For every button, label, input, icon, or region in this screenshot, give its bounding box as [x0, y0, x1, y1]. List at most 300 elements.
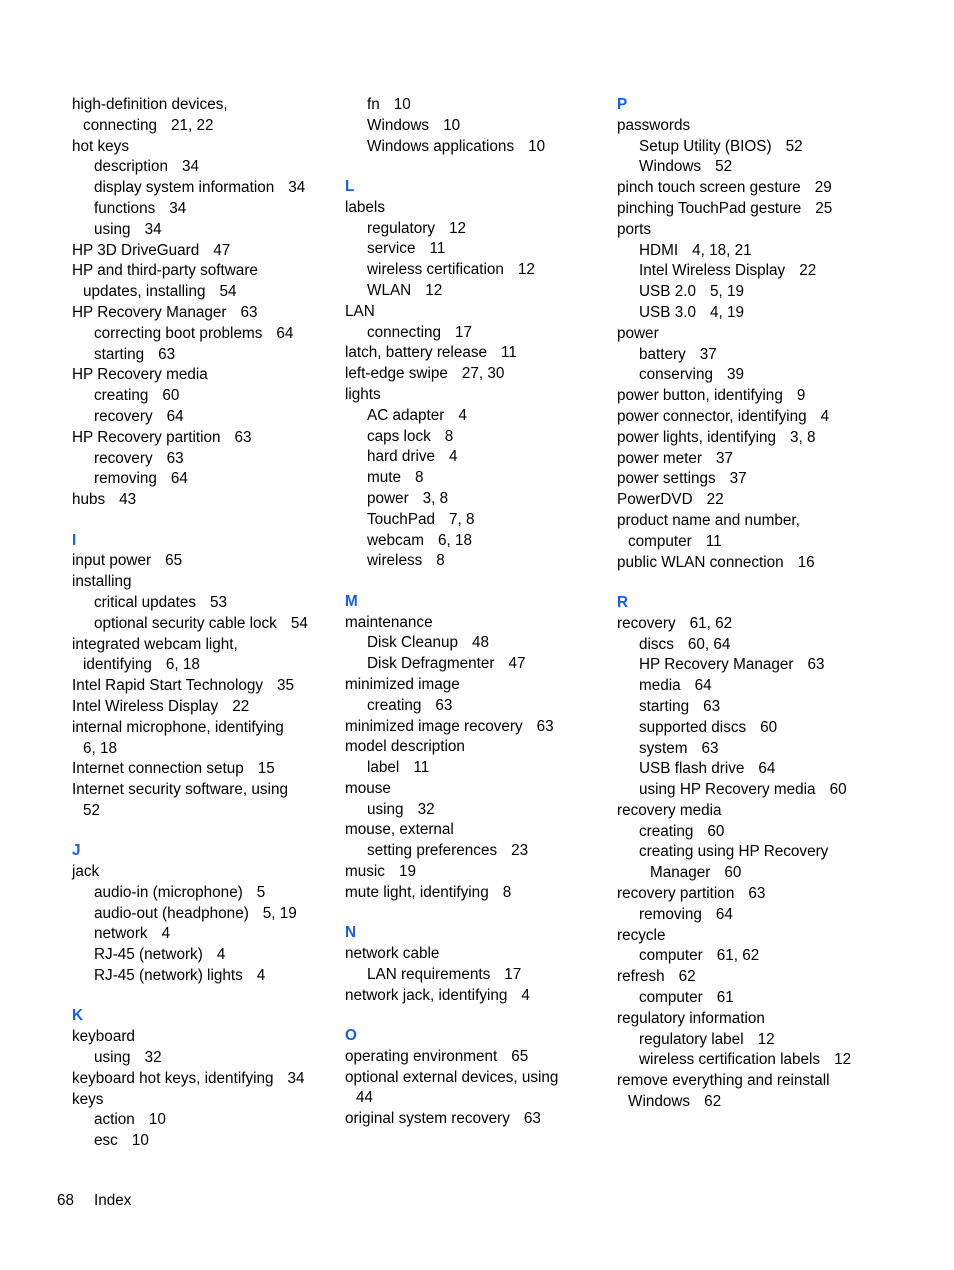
index-subentry — [617, 241, 879, 262]
index-subentry — [72, 178, 334, 199]
index-subentry — [617, 822, 879, 843]
index-entry — [72, 759, 334, 780]
entry-page-ref: 47 — [213, 241, 231, 259]
entry-term: keyboard — [72, 1028, 135, 1046]
entry-term: optional security cable lock — [94, 614, 277, 632]
index-subentry — [617, 137, 879, 158]
entry-term: power — [617, 324, 659, 342]
index-entry-continuation — [72, 739, 334, 760]
entry-term: ports — [617, 220, 652, 238]
entry-term: input power — [72, 552, 152, 570]
entry-term: left-edge swipe — [345, 365, 448, 383]
entry-page-ref: 63 — [748, 885, 766, 903]
index-entry — [345, 343, 607, 364]
index-subentry — [345, 758, 607, 779]
entry-term: using — [94, 1049, 131, 1067]
entry-term: hard drive — [367, 448, 436, 466]
entry-page-ref: 37 — [716, 449, 734, 467]
entry-page-ref: 10 — [148, 1111, 166, 1129]
entry-term: Intel Wireless Display — [639, 262, 786, 280]
index-subentry — [72, 945, 334, 966]
entry-term: remove everything and reinstall — [617, 1072, 830, 1090]
entry-page-ref: 4 — [820, 407, 830, 425]
entry-page-ref: 11 — [705, 532, 722, 550]
index-entry — [617, 801, 879, 822]
entry-page-ref: 8 — [436, 552, 445, 570]
entry-term: Setup Utility (BIOS) — [639, 137, 772, 155]
entry-term: mute — [367, 469, 402, 487]
index-subentry — [617, 261, 879, 282]
entry-page-ref: 61 — [716, 989, 734, 1007]
entry-page-ref: 53 — [210, 593, 228, 611]
index-entry — [617, 490, 879, 511]
entry-page-ref: 4, 18, 21 — [692, 241, 752, 259]
entry-term: lights — [345, 385, 381, 403]
entry-term: recovery — [94, 449, 153, 467]
entry-page-ref: 11 — [413, 759, 430, 777]
index-entry — [345, 862, 607, 883]
entry-term: battery — [639, 345, 686, 363]
entry-term: power lights, identifying — [617, 428, 777, 446]
entry-page-ref: 43 — [119, 491, 137, 509]
entry-page-ref: 5, 19 — [709, 283, 744, 301]
index-entry — [617, 614, 879, 635]
entry-page-ref: 32 — [417, 800, 435, 818]
entry-page-ref: 60 — [760, 718, 778, 736]
index-entry — [345, 1068, 607, 1089]
entry-term: LAN — [345, 302, 375, 320]
letter-heading: K — [72, 1007, 84, 1025]
section-name: Index — [94, 1192, 132, 1209]
entry-page-ref: 35 — [277, 677, 295, 695]
entry-term: starting — [639, 697, 690, 715]
entry-page-ref: 21, 22 — [171, 116, 214, 134]
entry-page-ref: 63 — [536, 717, 554, 735]
entry-term: identifying — [83, 656, 152, 674]
entry-term: computer — [639, 947, 703, 965]
index-entry — [72, 676, 334, 697]
index-entry-continuation — [72, 655, 334, 676]
entry-term: music — [345, 863, 385, 881]
entry-term: Internet security software, using — [72, 781, 288, 799]
index-entry — [617, 324, 879, 345]
entry-term: RJ-45 (network) lights — [94, 967, 243, 985]
entry-term: starting — [94, 345, 145, 363]
entry-term: recovery media — [617, 801, 722, 819]
entry-page-ref: 34 — [287, 1069, 305, 1087]
entry-term: WLAN — [367, 281, 412, 299]
entry-page-ref: 63 — [166, 449, 184, 467]
index-entry — [345, 737, 607, 758]
entry-term: hot keys — [72, 137, 129, 155]
entry-page-ref: 8 — [444, 427, 454, 445]
entry-term: network cable — [345, 945, 440, 963]
entry-term: recovery — [617, 614, 676, 632]
entry-term: wireless certification — [367, 261, 504, 279]
index-subentry — [72, 966, 334, 987]
entry-page-ref: 10 — [443, 116, 461, 134]
entry-page-ref: 6, 18 — [437, 531, 472, 549]
entry-term: removing — [94, 470, 157, 488]
index-subentry — [72, 1110, 334, 1131]
entry-term: using — [94, 220, 131, 238]
entry-page-ref: 61, 62 — [716, 947, 760, 965]
entry-page-ref: 63 — [807, 656, 825, 674]
entry-term: wireless certification labels — [639, 1051, 821, 1069]
entry-term: computer — [628, 532, 692, 550]
index-column-3 — [617, 95, 879, 1113]
letter-heading: P — [617, 96, 628, 113]
entry-term: Intel Wireless Display — [72, 697, 219, 715]
index-entry — [345, 675, 607, 696]
index-entry — [345, 717, 607, 738]
letter-heading: J — [72, 842, 81, 860]
index-subentry — [345, 95, 607, 116]
index-subentry — [345, 551, 607, 572]
index-subentry — [617, 345, 879, 366]
index-entry — [617, 386, 879, 407]
entry-term: display system information — [94, 179, 275, 197]
index-subentry — [617, 282, 879, 303]
index-entry — [72, 1069, 334, 1090]
entry-page-ref: 12 — [834, 1051, 852, 1069]
index-subentry — [617, 157, 879, 178]
index-subentry — [72, 924, 334, 945]
entry-page-ref: 6, 18 — [165, 656, 200, 674]
index-entry — [345, 820, 607, 841]
entry-term: RJ-45 (network) — [94, 946, 203, 964]
index-entry — [72, 862, 334, 883]
index-entry — [617, 178, 879, 199]
entry-page-ref: 9 — [796, 387, 806, 405]
index-subentry — [345, 137, 607, 158]
index-subentry — [617, 718, 879, 739]
entry-term: description — [94, 158, 168, 176]
entry-page-ref: 19 — [398, 863, 416, 881]
entry-page-ref: 5 — [256, 883, 266, 901]
entry-term: updates, installing — [83, 283, 206, 301]
index-subentry — [617, 988, 879, 1009]
index-entry — [345, 613, 607, 634]
entry-term: mouse, external — [345, 821, 454, 839]
entry-term: creating — [94, 387, 149, 405]
entry-term: refresh — [617, 968, 665, 986]
index-subentry — [72, 449, 334, 470]
index-entry — [617, 469, 879, 490]
index-subentry — [617, 1030, 879, 1051]
entry-page-ref: 8 — [502, 883, 512, 901]
entry-term: recycle — [617, 926, 666, 944]
entry-page-ref: 47 — [508, 655, 526, 673]
entry-term: correcting boot problems — [94, 324, 263, 342]
entry-page-ref: 10 — [528, 137, 546, 155]
index-entry-continuation — [72, 282, 334, 303]
entry-term: supported discs — [639, 718, 747, 736]
index-subentry — [345, 239, 607, 260]
entry-page-ref: 17 — [455, 323, 473, 341]
entry-term: maintenance — [345, 613, 433, 631]
entry-term: creating — [367, 696, 422, 714]
entry-term: keys — [72, 1090, 104, 1108]
entry-term: network — [94, 925, 148, 943]
index-subentry — [617, 739, 879, 760]
entry-term: original system recovery — [345, 1110, 510, 1128]
entry-page-ref: 4 — [449, 448, 458, 466]
index-entry — [617, 511, 879, 532]
entry-page-ref: 65 — [511, 1047, 529, 1065]
entry-page-ref: 10 — [131, 1132, 149, 1150]
entry-page-ref: 63 — [234, 428, 252, 446]
entry-term: latch, battery release — [345, 344, 487, 362]
index-entry — [72, 1027, 334, 1048]
entry-term: integrated webcam light, — [72, 635, 238, 653]
entry-page-ref: 39 — [726, 366, 744, 384]
entry-page-ref: 64 — [694, 677, 712, 695]
entry-page-ref: 22 — [706, 491, 724, 509]
entry-page-ref: 62 — [678, 968, 696, 986]
index-entry — [617, 967, 879, 988]
entry-term: Intel Rapid Start Technology — [72, 677, 264, 695]
entry-term: 6, 18 — [83, 739, 118, 757]
index-subentry — [72, 1048, 334, 1069]
index-subentry — [345, 633, 607, 654]
entry-term: minimized image — [345, 675, 460, 693]
index-entry — [72, 137, 334, 158]
index-entry-continuation — [345, 1088, 607, 1109]
entry-page-ref: 12 — [449, 219, 467, 237]
entry-term: power settings — [617, 470, 716, 488]
entry-term: regulatory information — [617, 1009, 765, 1027]
entry-term: power meter — [617, 449, 703, 467]
entry-term: Windows — [639, 158, 702, 176]
entry-page-ref: 27, 30 — [461, 365, 505, 383]
entry-page-ref: 63 — [435, 696, 453, 714]
letter-heading: O — [345, 1027, 357, 1045]
index-subentry — [72, 345, 334, 366]
index-entry — [345, 364, 607, 385]
page-number: 68 — [57, 1192, 75, 1209]
index-subentry — [617, 365, 879, 386]
index-entry — [617, 116, 879, 137]
entry-page-ref: 64 — [715, 905, 733, 923]
entry-term: recovery partition — [617, 885, 735, 903]
index-subentry — [72, 593, 334, 614]
index-subentry — [345, 510, 607, 531]
entry-term: esc — [94, 1132, 118, 1150]
index-entry-continuation — [617, 1092, 879, 1113]
index-subentry — [617, 655, 879, 676]
index-subentry — [345, 654, 607, 675]
entry-term: recovery — [94, 407, 153, 425]
index-entry-continuation — [617, 532, 879, 553]
entry-term: HP Recovery Manager — [639, 656, 794, 674]
letter-heading: N — [345, 924, 357, 942]
entry-page-ref: 10 — [393, 96, 411, 113]
entry-term: discs — [639, 635, 674, 653]
entry-page-ref: 16 — [797, 553, 815, 571]
index-subentry — [345, 468, 607, 489]
index-subentry — [72, 469, 334, 490]
entry-page-ref: 5, 19 — [262, 904, 297, 922]
index-subentry — [617, 863, 879, 884]
entry-page-ref: 60 — [829, 781, 847, 799]
entry-term: critical updates — [94, 593, 197, 611]
entry-term: Windows — [367, 116, 430, 134]
index-subentry — [617, 1050, 879, 1071]
entry-page-ref: 34 — [169, 199, 187, 217]
entry-page-ref: 11 — [429, 240, 446, 258]
entry-page-ref: 34 — [288, 179, 306, 197]
index-subentry — [345, 116, 607, 137]
index-subentry — [345, 281, 607, 302]
index-subentry — [617, 905, 879, 926]
entry-term: webcam — [367, 531, 424, 549]
index-entry — [617, 199, 879, 220]
entry-page-ref: 12 — [425, 281, 443, 299]
entry-term: power — [367, 489, 409, 507]
entry-term: HP 3D DriveGuard — [72, 241, 200, 259]
letter-heading: I — [72, 531, 77, 549]
entry-term: regulatory — [367, 219, 436, 237]
entry-term: 44 — [356, 1089, 374, 1107]
entry-term: computer — [639, 989, 703, 1007]
index-subentry — [617, 842, 879, 863]
entry-page-ref: 54 — [290, 614, 308, 632]
index-column-1 — [72, 95, 334, 1152]
entry-term: Windows — [628, 1093, 691, 1111]
entry-term: passwords — [617, 116, 691, 134]
entry-page-ref: 3, 8 — [790, 428, 816, 446]
entry-term: removing — [639, 905, 702, 923]
index-entry — [345, 944, 607, 965]
index-subentry — [345, 260, 607, 281]
entry-page-ref: 62 — [704, 1093, 722, 1111]
entry-page-ref: 7, 8 — [449, 510, 475, 528]
entry-page-ref: 65 — [165, 552, 183, 570]
entry-term: action — [94, 1111, 135, 1129]
index-entry-continuation — [72, 801, 334, 822]
entry-term: pinching TouchPad gesture — [617, 199, 802, 217]
index-subentry — [345, 427, 607, 448]
entry-page-ref: 32 — [144, 1049, 162, 1067]
index-entry — [617, 407, 879, 428]
index-subentry — [345, 531, 607, 552]
entry-page-ref: 63 — [158, 345, 176, 363]
index-subentry — [617, 697, 879, 718]
entry-term: Disk Cleanup — [367, 634, 458, 652]
entry-page-ref: 37 — [699, 345, 717, 363]
entry-page-ref: 64 — [276, 324, 294, 342]
entry-term: labels — [345, 198, 385, 216]
index-subentry — [345, 406, 607, 427]
entry-term: public WLAN connection — [617, 553, 784, 571]
entry-term: HP Recovery media — [72, 366, 208, 384]
entry-term: using — [367, 800, 404, 818]
entry-page-ref: 4 — [216, 946, 226, 964]
index-subentry — [617, 635, 879, 656]
index-entry — [72, 261, 334, 282]
entry-term: label — [367, 759, 400, 777]
index-subentry — [72, 220, 334, 241]
entry-page-ref: 48 — [471, 634, 489, 652]
index-entry — [72, 635, 334, 656]
entry-term: HP and third-party software — [72, 262, 258, 280]
entry-page-ref: 22 — [799, 262, 817, 280]
letter-heading: M — [345, 592, 358, 610]
index-subentry — [72, 883, 334, 904]
index-subentry — [72, 157, 334, 178]
index-entry — [72, 365, 334, 386]
index-entry — [617, 220, 879, 241]
index-entry-continuation — [72, 116, 334, 137]
index-subentry — [617, 303, 879, 324]
entry-term: hubs — [72, 491, 106, 509]
entry-page-ref: 22 — [232, 697, 250, 715]
entry-term: minimized image recovery — [345, 717, 523, 735]
entry-term: keyboard hot keys, identifying — [72, 1069, 274, 1087]
entry-term: 52 — [83, 801, 101, 819]
entry-page-ref: 17 — [504, 965, 522, 983]
entry-term: TouchPad — [367, 510, 436, 528]
index-entry — [345, 198, 607, 219]
entry-page-ref: 52 — [715, 158, 733, 176]
entry-page-ref: 37 — [729, 470, 747, 488]
entry-page-ref: 52 — [785, 137, 803, 155]
entry-term: creating using HP Recovery — [639, 843, 829, 861]
entry-page-ref: 25 — [815, 199, 833, 217]
entry-page-ref: 60 — [707, 822, 725, 840]
entry-page-ref: 15 — [257, 760, 275, 778]
index-subentry — [72, 1131, 334, 1152]
index-entry — [617, 1009, 879, 1030]
entry-term: PowerDVD — [617, 491, 693, 509]
index-entry — [617, 926, 879, 947]
entry-page-ref: 64 — [170, 470, 188, 488]
entry-term: USB 2.0 — [639, 283, 696, 301]
entry-term: media — [639, 677, 681, 695]
entry-page-ref: 4, 19 — [709, 303, 744, 321]
entry-term: installing — [72, 573, 132, 591]
entry-term: Disk Defragmenter — [367, 655, 495, 673]
entry-term: Internet connection setup — [72, 760, 244, 778]
entry-page-ref: 54 — [219, 283, 237, 301]
index-entry — [345, 1047, 607, 1068]
entry-term: audio-in (microphone) — [94, 883, 243, 901]
entry-term: model description — [345, 738, 465, 756]
entry-page-ref: 3, 8 — [422, 489, 449, 507]
index-subentry — [72, 199, 334, 220]
entry-page-ref: 34 — [144, 220, 162, 238]
index-subentry — [72, 904, 334, 925]
entry-term: HDMI — [639, 241, 679, 259]
entry-page-ref: 64 — [758, 760, 776, 778]
entry-page-ref: 8 — [415, 469, 424, 487]
entry-page-ref: 60 — [724, 864, 742, 882]
index-entry — [345, 302, 607, 323]
entry-term: USB flash drive — [639, 760, 745, 778]
index-subentry — [345, 447, 607, 468]
entry-page-ref: 63 — [523, 1110, 541, 1128]
entry-page-ref: 4 — [458, 406, 467, 424]
index-subentry — [617, 759, 879, 780]
entry-term: HP Recovery partition — [72, 428, 221, 446]
index-entry — [617, 428, 879, 449]
index-entry — [72, 697, 334, 718]
entry-page-ref: 4 — [521, 986, 530, 1004]
index-entry — [345, 779, 607, 800]
entry-term: high-definition devices, — [72, 96, 228, 113]
entry-term: regulatory label — [639, 1030, 744, 1048]
